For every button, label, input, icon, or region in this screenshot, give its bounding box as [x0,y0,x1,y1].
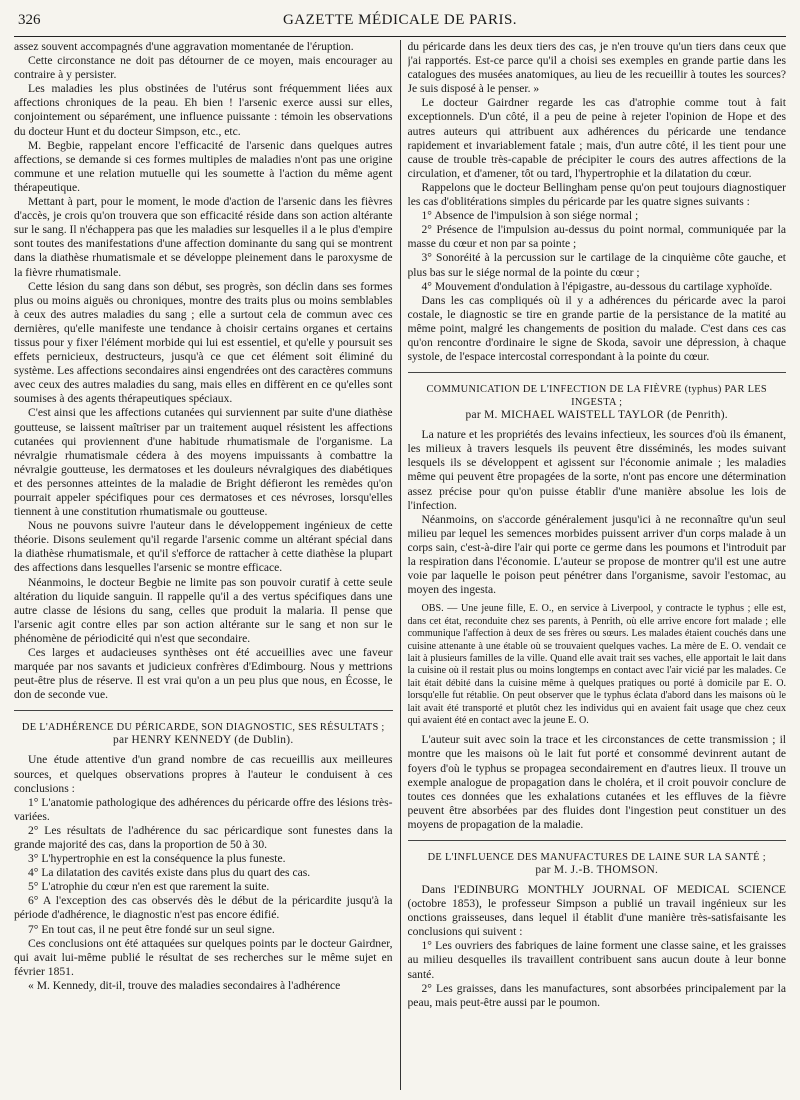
section-divider [408,840,787,841]
list-item: 2° Les graisses, dans les manufactures, sont absorbées principalement par la peau, mais peut-être aussi par le poumon. [407,981,787,1009]
list-item: 1° Les ouvriers des fabriques de laine forment une classe saine, et les graisses au milieu desquelles ils travaillent contribuent sans aucun doute à leur bonne santé. [407,939,787,981]
list-item: 3° L'hypertrophie en est la conséquence la plus funeste. [28,852,286,866]
list-item: 6° A l'exception des cas observés dès le début de la péricardite jusqu'à la période d'adhérence, le diagnostic n'est pas encore édifié. [14,894,393,922]
paragraph: Néanmoins, on s'accorde généralement jusqu'ici à ne reconnaître qu'un seul milieu par lequel les semences morbides puissent arriver d'un corps malade à un corps sain, c'est-à-dire l'air qui porte ce germe dans les poumons et l'introduit par la respiration dans l'économie. L'auteur se propose de montrer qu'il est une autre voie par laquelle le poison peut pénétrer dans l'organisme, savoir l'estomac, au moyen des ingesta. [407,512,787,597]
heading-title: DE L'INFLUENCE DES MANUFACTURES DE LAINE SUR LA SANTÉ ; [427,852,766,863]
paragraph: Nous ne pouvons suivre l'auteur dans le développement ingénieux de cette théorie. Disons seulement qu'il regarde l'arsenic comme un altérant spécial dans la diathèse rhumatismale, et qu'il s'efforce de rattacher à cette diathèse la plupart des affections dans lesquelles l'arsenic se montre efficace. [14,519,393,575]
observation-note: OBS. — Une jeune fille, E. O., en service à Liverpool, y contracte le typhus ; elle est, dans cet état, reconduite chez ses parents, à Penrith, où elle arrive encore fort malade ; elle communique l'affection à deux de ses frères ou sœurs. Les malades étaient couchés dans une cuisine attenante à une étable où se trouvaient quelques vaches. La mère de E. O. vendait ce lait à plusieurs familles de la ville. Quand elle avait trait ses vaches, elle apportait le lait dans la cuisine où il restait plus ou moins longtemps en contact avec l'air vicié par les malades. Ce lait était débité dans la cuisine même à quelques pratiques ou porté à domicile par E. O. lorsqu'elle fut rétablie. On peut observer que le typhus éclata d'abord dans les maisons où le lait avait été transporté et plutôt chez les individus qui en avaient fait usage que chez ceux qui avaient été en contact avec la jeune E. O. [407,603,787,726]
paragraph: C'est ainsi que les affections cutanées qui surviennent par suite d'une diathèse goutteuse, se laissent maîtriser par un traitement auquel résistent les affections cutanées qui proviennent d'une habitude rhumatismale de l'organisme. La névralgie rhumatismale cédera à des moyens impuissants à combattre la névralgie goutteuse, les dermatoses et les douleurs névralgiques des diabétiques et des personnes atteintes de la maladie de Bright défieront les remèdes qu'on pourrait appeler spécifiques pour ces dermatoses et ces névroses, lorsqu'elles tiennent à une constitution rhumatismale ou goutteuse. [14,406,393,519]
paragraph: Ces larges et audacieuses synthèses ont été accueillies avec une faveur marquée par nos savants et judicieux confrères d'Edimbourg. Nous y mettrions peut-être plus de réserve. Il est vrai qu'on a un peu plus que nous, en Écosse, le don de seconde vue. [14,646,393,702]
paragraph: La nature et les propriétés des levains infectieux, les sources d'où ils émanent, les milieux à travers lesquels ils peuvent être disséminés, les modes suivant lesquels ils se développent et agissent sur l'économie animale ; les maladies même qui peuvent être propagées de la sorte, n'ont pas encore une détermination assez précise pour qu'on puisse établir d'une manière absolue les lois de l'infection. [407,428,787,512]
section-heading [408,851,787,877]
page-number: 326 [18,12,41,28]
list-item: 2° Présence de l'impulsion au-dessus du point normal, communiquée par la masse du cœur et non par sa pointe ; [407,223,787,251]
paragraph: Le docteur Gairdner regarde les cas d'atrophie comme tout à fait exceptionnels. D'un côté, il a peu de peine à rejeter l'opinion de Hope et des autres auteurs qui attribuent aux adhérences du péricarde une tendance rapidement et invariablement fatale ; mais, d'un autre côté, il les tient pour une cause de trouble très-capable de précipiter le cours des autres affections de la circulation, et d'amener, tôt ou tard, l'hypertrophie et la dilatation du cœur. [407,96,787,180]
section-heading [408,383,787,422]
paragraph: L'auteur suit avec soin la trace et les circonstances de cette transmission ; il montre que les maisons où le lait fut porté et consommé devinrent autant de foyers d'où le typhus se propagea secondairement en d'autres lieux. Il trouve un exemple analogue de propagation dans le choléra, et il croit pouvoir conclure de toutes ces données que les exhalations cutanées et les effluves de la fièvre peuvent être absorbées par des fluides dont l'ingestion peut constituer un des moyens de propagation de la maladie. [407,733,787,831]
paragraph: Une étude attentive d'un grand nombre de cas recueillis aux meilleures sources, et quelques observations propres à l'auteur le conduisent à ces conclusions : [14,753,393,795]
paragraph: du péricarde dans les deux tiers des cas, je n'en trouve qu'un tiers dans ceux que j'ai rapportés. Est-ce parce qu'il a choisi ses exemples en grande partie dans les catalogues des musées anatomiques, au lieu de les recueillir à toutes les sources? Je suis disposé à le penser. » [407,40,787,96]
section-divider [408,372,787,373]
list-item: 4° Mouvement d'ondulation à l'épigastre, au-dessous du cartilage xyphoïde. [421,279,773,293]
paragraph: Cette lésion du sang dans son début, ses progrès, son déclin dans ses formes plus ou moins aiguës ou chroniques, montre des traits plus ou moins semblables à ceux des autres maladies du sang ; elle a surtout cela de commun avec ces dernières, qu'elle manifeste une tendance à choisir certains organes et certains tissus pour y fixer l'élément morbide qui lui est essentiel, et qu'elle y poursuit ses effets pernicieux, destructeurs, jusqu'à ce que cet élément soit éliminé du système. Les affections secondaires ainsi engendrées ont des caractères communs avec ceux des autres maladies du sang, mais elles en diffèrent en ce qu'elles sont soumises à des agents thérapeutiques spéciaux. [14,279,393,406]
two-column-body [14,40,786,1100]
paragraph: Les maladies les plus obstinées de l'utérus sont fréquemment liées aux affections chroniques de la peau. Eh bien ! l'arsenic exerce aussi sur elles, conjointement ou séparément, une influence puissante : témoin les observations du docteur Hunt et du docteur Simpson, etc., etc. [14,82,393,138]
heading-title: COMMUNICATION DE L'INFECTION DE LA FIÈVRE (typhus) PAR LES INGESTA ; [426,384,767,409]
right-column [408,40,787,1100]
list-item: 3° Sonoréité à la percussion sur le cartilage de la cinquième côte gauche, et plus bas sur le siége normal de la pointe du cœur ; [407,251,787,279]
list-item: 5° L'atrophie du cœur n'en est que rarement la suite. [28,880,270,894]
paragraph: Néanmoins, le docteur Begbie ne limite pas son pouvoir curatif à cette seule altération du liquide sanguin. Il rappelle qu'il a des vertus spécifiques dans une autre classe de lésions du sang, celles que produit la malaria. Il pense que l'arsenic agit contre elles par son action altérante sur le sang et non sur le phénomène de périodicité qui n'est que secondaire. [14,575,393,645]
column-rule [400,40,401,1090]
list-item: 1° L'anatomie pathologique des adhérences du péricarde offre des lésions très-variées. [14,795,393,823]
page-header [14,8,786,37]
paragraph: Mettant à part, pour le moment, le mode d'action de l'arsenic dans les fièvres d'accès, je crois qu'on trouvera que son efficacité réside dans son action altérante sur le sang. Il n'échappera pas que les maladies sur lesquelles il a le plus d'empire sont toutes des manifestations d'une affection dominante du sang qui se montrent dans la diathèse rhumatismale et se développe pleinement dans le paroxysme de la fièvre rhumatismale. [14,195,393,279]
left-column [14,40,393,1100]
list-item: 4° La dilatation des cavités existe dans plus du quart des cas. [28,866,311,880]
paragraph: Cette circonstance ne doit pas détourner de ce moyen, mais encourager au contraire à y persister. [14,54,393,82]
paragraph: Dans l'EDINBURG MONTHLY JOURNAL OF MEDICAL SCIENCE (octobre 1853), le professeur Simpson a publié un travail ingénieux sur les onctions graisseuses, dans lequel il établit d'une manière très-satisfaisante les conclusions qui suivent : [407,883,787,939]
heading-title: DE L'ADHÉRENCE DU PÉRICARDE, SON DIAGNOSTIC, SES RÉSULTATS ; [21,722,385,734]
section-divider [14,710,393,711]
paragraph: Rappelons que le docteur Bellingham pense qu'on peut toujours diagnostiquer les cas d'oblitérations simples du péricarde par les quatre signes suivants : [407,180,787,209]
heading-author: par M. J.-B. THOMSON. [535,864,659,876]
paragraph: « M. Kennedy, dit-il, trouve des maladies secondaires à l'adhérence [28,978,341,992]
list-item: 7° En tout cas, il ne peut être fondé sur un seul signe. [28,922,275,936]
list-item: 1° Absence de l'impulsion à son siége normal ; [421,209,639,223]
paragraph: assez souvent accompagnés d'une aggravation momentanée de l'éruption. [14,40,354,53]
heading-author: par HENRY KENNEDY (de Dublin). [112,734,294,747]
paragraph: Ces conclusions ont été attaquées sur quelques points par le docteur Gairdner, qui avait lui-même publié le résultat de ses recherches sur le même sujet en février 1851. [14,936,393,978]
running-title: GAZETTE MÉDICALE DE PARIS. [282,12,518,28]
heading-author: par M. MICHAEL WAISTELL TAYLOR (de Penrith). [465,409,728,422]
section-heading [14,721,393,747]
list-item: 2° Les résultats de l'adhérence du sac péricardique sont funestes dans la grande majorité des cas, dans la proportion de 50 à 30. [14,823,393,851]
paragraph: M. Begbie, rappelant encore l'efficacité de l'arsenic dans quelques autres affections, se demande si ces formes multiples de maladies n'ont pas une origine commune et une relation mutuelle qui les soumette à l'action du même agent thérapeutique. [14,138,393,194]
paragraph: Dans les cas compliqués où il y a adhérences du péricarde avec la paroi costale, le diagnostic se tire en grande partie de la persistance de la matité au même point, malgré les changements de position du malade. C'est dans ces cas qu'on rencontre d'ordinaire le signe de Skoda, savoir une dépression, à chaque systole, de l'espace intercostal correspondant à la pointe du cœur. [407,293,787,364]
